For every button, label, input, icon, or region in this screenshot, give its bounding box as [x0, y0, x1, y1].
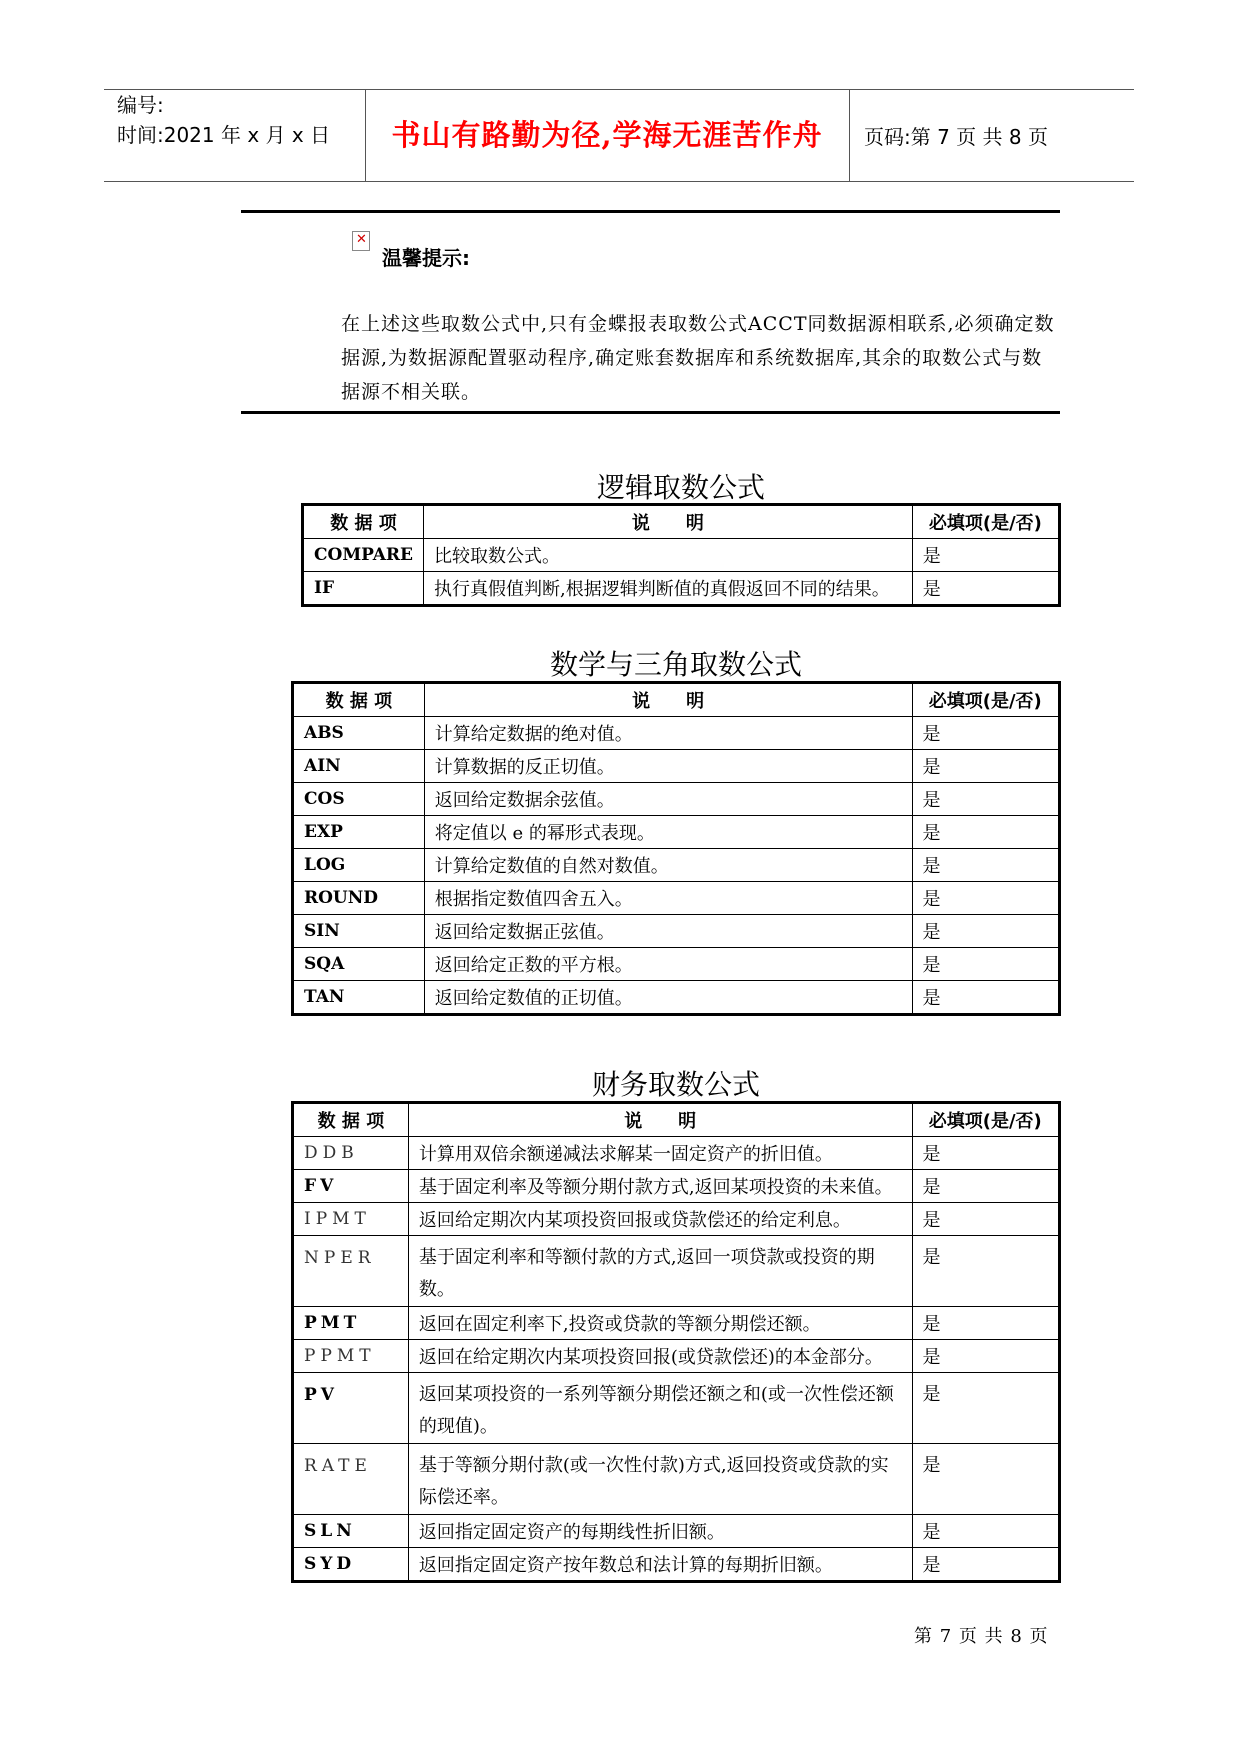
- table-row: [293, 1548, 1060, 1582]
- formula-required: 是: [912, 816, 1060, 849]
- formula-required: 是: [912, 1340, 1060, 1373]
- column-header-required: 必填项(是/否): [912, 505, 1059, 539]
- table-row: [293, 1203, 1060, 1236]
- column-header-required: 必填项(是/否): [912, 1103, 1060, 1137]
- finance-table: [291, 1101, 1061, 1583]
- formula-code: ROUND: [293, 882, 425, 915]
- formula-required: 是: [912, 539, 1059, 572]
- table-row: [293, 750, 1060, 783]
- formula-desc: 返回在固定利率下,投资或贷款的等额分期偿还额。: [408, 1307, 912, 1340]
- formula-desc: 计算给定数据的绝对值。: [424, 717, 912, 750]
- formula-required: 是: [912, 948, 1060, 981]
- formula-code: FV: [293, 1170, 409, 1203]
- table-row: [293, 948, 1060, 981]
- table-row: [293, 1137, 1060, 1170]
- table-row: [293, 981, 1060, 1015]
- formula-required: 是: [912, 882, 1060, 915]
- header-bottom-rule: [104, 181, 1134, 182]
- header-divider-right: [849, 89, 850, 181]
- formula-code: TAN: [293, 981, 425, 1015]
- formula-code: IF: [303, 572, 424, 606]
- formula-desc: 返回某项投资的一系列等额分期偿还额之和(或一次性偿还额的现值)。: [408, 1373, 912, 1444]
- formula-desc: 比较取数公式。: [423, 539, 912, 572]
- formula-desc: 返回给定正数的平方根。: [424, 948, 912, 981]
- table-row: [293, 717, 1060, 750]
- formula-desc: 基于固定利率和等额付款的方式,返回一项贷款或投资的期数。: [408, 1236, 912, 1307]
- formula-desc: 返回指定固定资产的每期线性折旧额。: [408, 1515, 912, 1548]
- formula-code: AIN: [293, 750, 425, 783]
- formula-code: LOG: [293, 849, 425, 882]
- formula-desc: 计算用双倍余额递减法求解某一固定资产的折旧值。: [408, 1137, 912, 1170]
- formula-required: 是: [912, 750, 1060, 783]
- table-header-row: [303, 505, 1060, 539]
- formula-desc: 基于等额分期付款(或一次性付款)方式,返回投资或贷款的实际偿还率。: [408, 1444, 912, 1515]
- math-section-title: 数学与三角取数公式: [549, 648, 802, 681]
- formula-desc: 返回给定期次内某项投资回报或贷款偿还的给定利息。: [408, 1203, 912, 1236]
- page-footer: 第 7 页 共 8 页: [914, 1626, 1049, 1647]
- table-row: [293, 816, 1060, 849]
- formula-required: 是: [912, 1236, 1060, 1307]
- column-header-desc: 说 明: [408, 1103, 912, 1137]
- table-row: [293, 1340, 1060, 1373]
- table-row: [293, 915, 1060, 948]
- formula-required: 是: [912, 1444, 1060, 1515]
- header-meta: [117, 90, 330, 150]
- formula-code: SQA: [293, 948, 425, 981]
- formula-code: COS: [293, 783, 425, 816]
- logic-section-title: 逻辑取数公式: [596, 471, 765, 504]
- formula-code: EXP: [293, 816, 425, 849]
- header-motto: 书山有路勤为径,学海无涯苦作舟: [391, 118, 823, 152]
- header-time: 时间:2021 年 x 月 x 日: [117, 123, 331, 147]
- formula-required: 是: [912, 783, 1060, 816]
- table-header-row: [293, 1103, 1060, 1137]
- formula-required: 是: [912, 1170, 1060, 1203]
- formula-desc: 根据指定数值四舍五入。: [424, 882, 912, 915]
- header-number: 编号:: [117, 93, 164, 117]
- header-page-number: 页码:第 7 页 共 8 页: [864, 125, 1048, 149]
- formula-required: 是: [912, 572, 1059, 606]
- formula-code: IPMT: [293, 1203, 409, 1236]
- tip-text: 在上述这些取数公式中,只有金蝶报表取数公式ACCT同数据源相联系,必须确定数据源,为数据源配置驱动程序,确定账套数据库和系统数据库,其余的取数公式与数据源不相关联。: [341, 313, 1055, 403]
- column-header-desc: 说 明: [424, 683, 912, 717]
- formula-code: PPMT: [293, 1340, 409, 1373]
- formula-required: 是: [912, 1203, 1060, 1236]
- column-header-required: 必填项(是/否): [912, 683, 1060, 717]
- table-row: [293, 849, 1060, 882]
- broken-image-icon: ✕: [352, 231, 370, 251]
- table-header-row: [293, 683, 1060, 717]
- table-row: [293, 1515, 1060, 1548]
- logic-table: [301, 503, 1061, 607]
- tip-bottom-rule: [241, 411, 1060, 414]
- formula-desc: 基于固定利率及等额分期付款方式,返回某项投资的未来值。: [408, 1170, 912, 1203]
- formula-required: 是: [912, 717, 1060, 750]
- formula-desc: 计算给定数值的自然对数值。: [424, 849, 912, 882]
- tip-top-rule: [241, 210, 1060, 213]
- formula-required: 是: [912, 849, 1060, 882]
- formula-code: SIN: [293, 915, 425, 948]
- formula-required: 是: [912, 981, 1060, 1015]
- formula-desc: 返回在给定期次内某项投资回报(或贷款偿还)的本金部分。: [408, 1340, 912, 1373]
- table-row: [293, 1170, 1060, 1203]
- tip-title: 温馨提示:: [382, 246, 470, 270]
- formula-code: RATE: [293, 1444, 409, 1515]
- formula-desc: 返回指定固定资产按年数总和法计算的每期折旧额。: [408, 1548, 912, 1582]
- formula-desc: 执行真假值判断,根据逻辑判断值的真假返回不同的结果。: [423, 572, 912, 606]
- formula-desc: 计算数据的反正切值。: [424, 750, 912, 783]
- formula-desc: 返回给定数据余弦值。: [424, 783, 912, 816]
- formula-code: SLN: [293, 1515, 409, 1548]
- formula-required: 是: [912, 1307, 1060, 1340]
- column-header-item: 数 据 项: [293, 1103, 409, 1137]
- column-header-desc: 说 明: [423, 505, 912, 539]
- formula-required: 是: [912, 1373, 1060, 1444]
- table-row: [293, 1236, 1060, 1307]
- formula-required: 是: [912, 1548, 1060, 1582]
- formula-desc: 返回给定数值的正切值。: [424, 981, 912, 1015]
- table-row: [303, 539, 1060, 572]
- table-row: [293, 1307, 1060, 1340]
- formula-required: 是: [912, 915, 1060, 948]
- column-header-item: 数 据 项: [303, 505, 424, 539]
- table-row: [303, 572, 1060, 606]
- formula-desc: 返回给定数据正弦值。: [424, 915, 912, 948]
- formula-required: 是: [912, 1137, 1060, 1170]
- formula-desc: 将定值以 e 的幂形式表现。: [424, 816, 912, 849]
- formula-code: COMPARE: [303, 539, 424, 572]
- formula-code: NPER: [293, 1236, 409, 1307]
- table-row: [293, 882, 1060, 915]
- table-row: [293, 1444, 1060, 1515]
- finance-section-title: 财务取数公式: [591, 1068, 760, 1101]
- table-row: [293, 783, 1060, 816]
- formula-required: 是: [912, 1515, 1060, 1548]
- table-row: [293, 1373, 1060, 1444]
- formula-code: ABS: [293, 717, 425, 750]
- formula-code: PMT: [293, 1307, 409, 1340]
- column-header-item: 数 据 项: [293, 683, 425, 717]
- math-table: [291, 681, 1061, 1016]
- formula-code: PV: [293, 1373, 409, 1444]
- formula-code: DDB: [293, 1137, 409, 1170]
- formula-code: SYD: [293, 1548, 409, 1582]
